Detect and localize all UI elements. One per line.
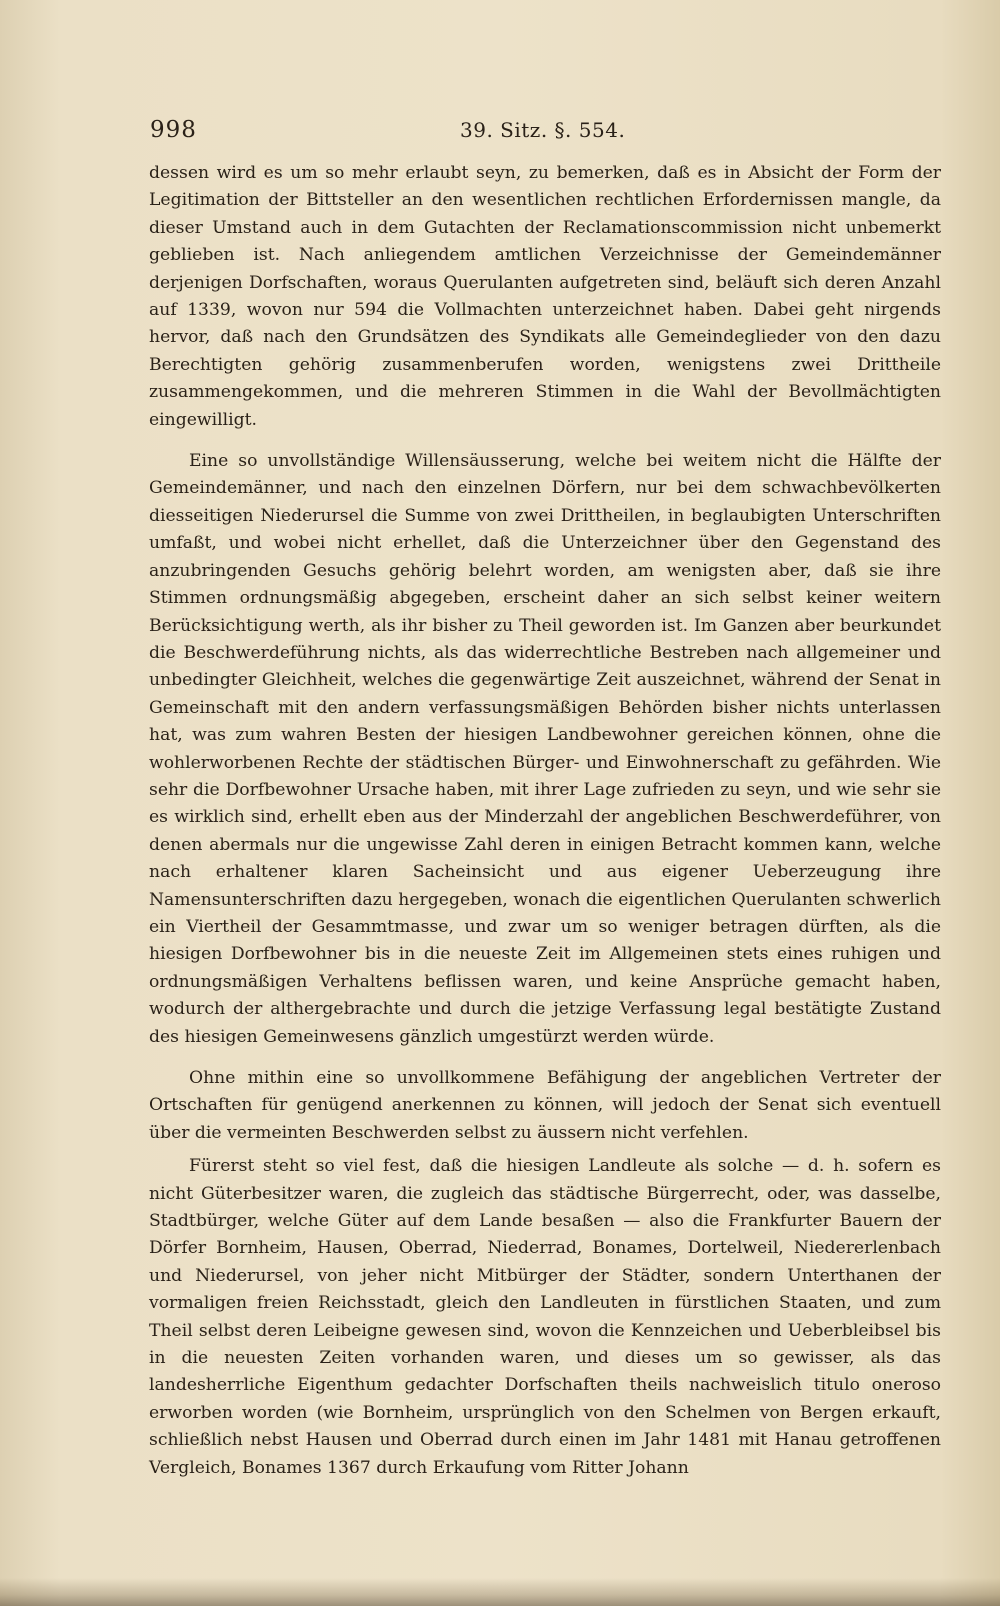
page-number: 998 [150,117,197,143]
paragraph: Ohne mithin eine so unvollkommene Befähigung der angeblichen Vertreter der Ortschaften für genügend anerkennen zu können, will jedoch der Senat sich eventuell über die vermeinten Beschwerden selbst zu äussern nicht verfehlen. [149,1068,941,1143]
page-bottom-shadow [0,1578,1000,1606]
page-header [150,117,940,149]
body-text [149,160,941,1482]
running-head: 39. Sitz. §. 554. [460,118,626,142]
paragraph: dessen wird es um so mehr erlaubt seyn, zu bemerken, daß es in Absicht der Form der Legitimation der Bittsteller an den wesentlichen rechtlichen Erfordernissen mangle, da dieser Umstand auch in dem Gutachten der Reclamationscommission nicht unbemerkt geblieben ist. Nach anliegendem amtlichen Verzeichnisse der Gemeindemänner derjenigen Dorfschaften, woraus Querulanten aufgetreten sind, beläuft sich deren Anzahl auf 1339, wovon nur 594 die Vollmachten unterzeichnet haben. Dabei geht nirgends hervor, daß nach den Grundsätzen des Syndikats alle Gemeindeglieder von den dazu Berechtigten gehörig zusammenberufen worden, wenigstens zwei Drittheile zusammengekommen, und die mehreren Stimmen in die Wahl der Bevollmächtigten eingewilligt. [149,163,941,430]
paragraph: Fürerst steht so viel fest, daß die hiesigen Landleute als solche — d. h. sofern es nicht Güterbesitzer waren, die zugleich das städtische Bürgerrecht, oder, was dasselbe, Stadtbürger, welche Güter auf dem Lande besaßen — also die Frankfurter Bauern der Dörfer Bornheim, Hausen, Oberrad, Niederrad, Bonames, Dortelweil, Niedererlenbach und Niederursel, von jeher nicht Mitbürger der Städter, sondern Unterthanen der vormaligen freien Reichsstadt, gleich den Landleuten in fürstlichen Staaten, und zum Theil selbst deren Leibeigne gewesen sind, wovon die Kennzeichen und Ueberbleibsel bis in die neuesten Zeiten vorhanden waren, und dieses um so gewisser, als das landesherrliche Eigenthum gedachter Dorfschaften theils nachweislich titulo oneroso erworben worden (wie Bornheim, ursprünglich von den Schelmen von Bergen erkauft, schließlich nebst Hausen und Oberrad durch einen im Jahr 1481 mit Hanau getroffenen Vergleich, Bonames 1367 durch Erkaufung vom Ritter Johann [149,1156,941,1478]
paragraph: Eine so unvollständige Willensäusserung, welche bei weitem nicht die Hälfte der Gemeindemänner, und nach den einzelnen Dörfern, nur bei dem schwachbevölkerten diesseitigen Niederursel die Summe von zwei Drittheilen, in beglaubigten Unterschriften umfaßt, und wobei nicht erhellet, daß die Unterzeichner über den Gegenstand des anzubringenden Gesuchs gehörig belehrt worden, am wenigsten aber, daß sie ihre Stimmen ordnungsmäßig abgegeben, erscheint daher an sich selbst keiner weitern Berücksichtigung werth, als ihr bisher zu Theil geworden ist. Im Ganzen aber beurkundet die Beschwerdeführung nichts, als das widerrechtliche Bestreben nach allgemeiner und unbedingter Gleichheit, welches die gegenwärtige Zeit auszeichnet, während der Senat in Gemeinschaft mit den andern verfassungsmäßigen Behörden bisher nichts unterlassen hat, was zum wahren Besten der hiesigen Landbewohner gereichen können, ohne die wohlerworbenen Rechte der städtischen Bürger- und Einwohnerschaft zu gefährden. Wie sehr die Dorfbewohner Ursache haben, mit ihrer Lage zufrieden zu seyn, und wie sehr sie es wirklich sind, erhellt eben aus der Minderzahl der angeblichen Beschwerdeführer, von denen abermals nur die ungewisse Zahl deren in einigen Betracht kommen kann, welche nach erhaltener klaren Sacheinsicht und aus eigener Ueberzeugung ihre Namensunterschriften dazu hergegeben, wonach die eigentlichen Querulanten schwerlich ein Viertheil der Gesammtmasse, und zwar um so weniger betragen dürften, als die hiesigen Dorfbewohner bis in die neueste Zeit im Allgemeinen stets eines ruhigen und ordnungsmäßigen Verhaltens beflissen waren, und keine Ansprüche gemacht haben, wodurch der althergebrachte und durch die jetzige Verfassung legal bestätigte Zustand des hiesigen Gemeinwesens gänzlich umgestürzt werden würde. [149,451,941,1047]
